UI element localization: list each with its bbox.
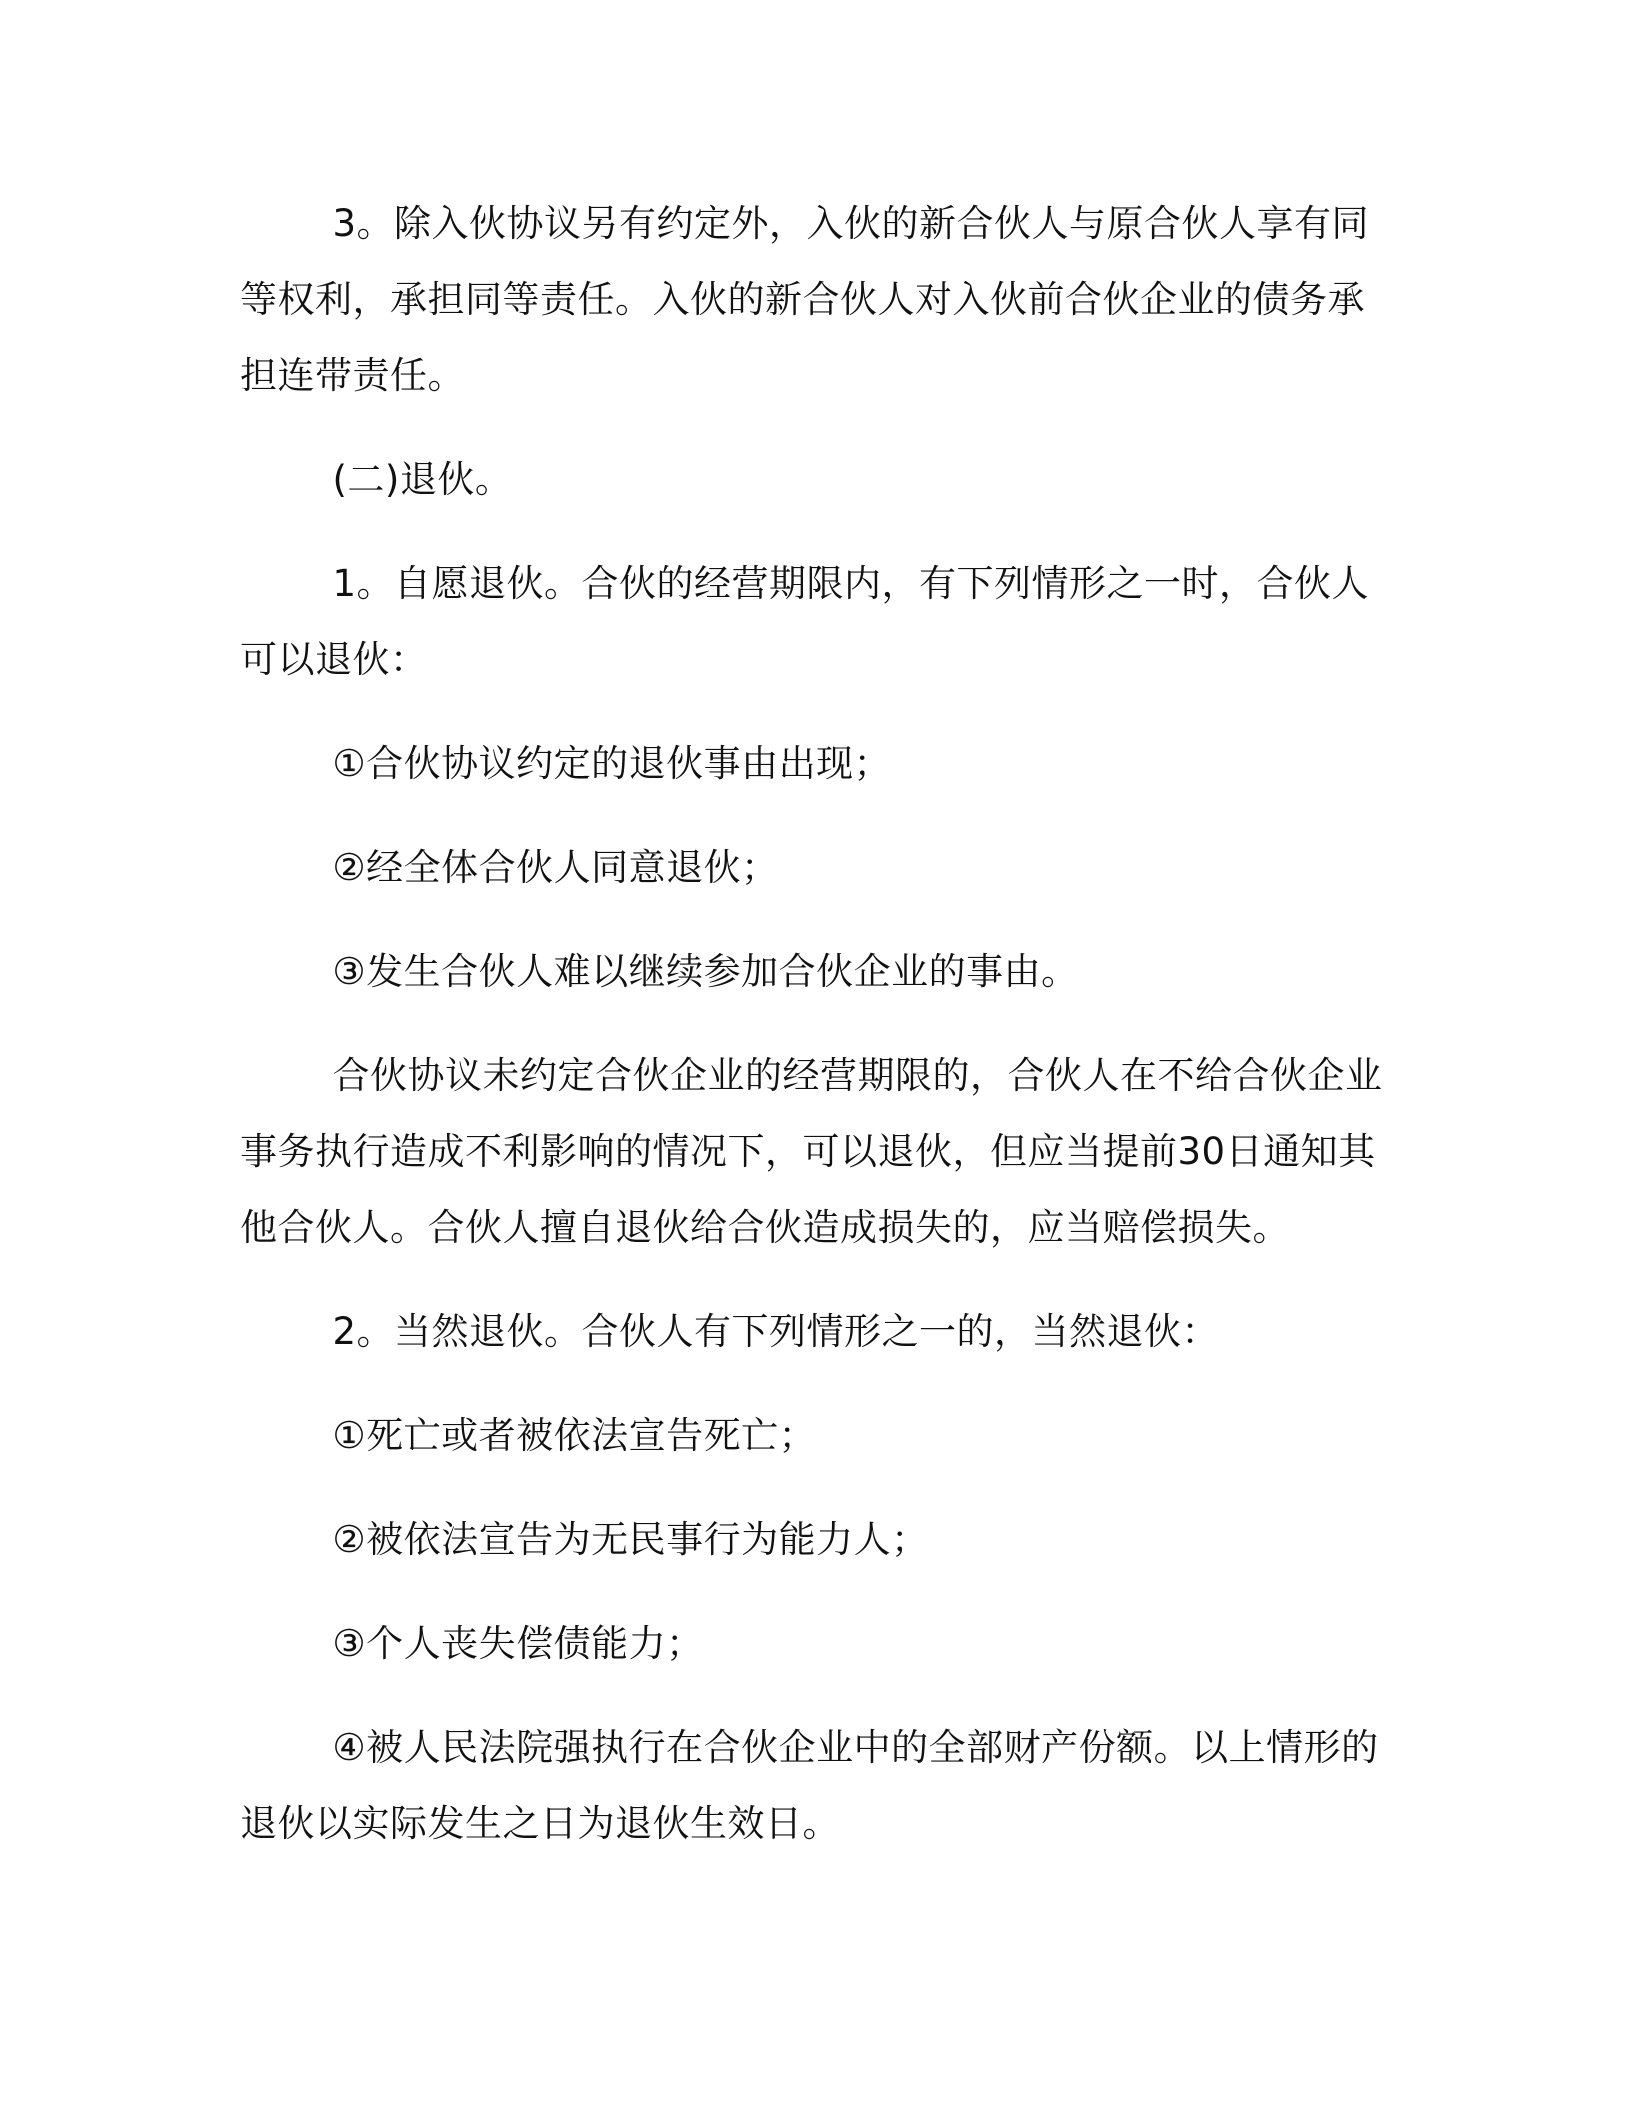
paragraph-voluntary-withdrawal: 1。自愿退伙。合伙的经营期限内，有下列情形之一时，合伙人可以退伙：: [240, 562, 1370, 681]
document-body: [240, 186, 1385, 1862]
list-item-automatic-3: ③个人丧失偿债能力；: [332, 1622, 704, 1665]
list-item-voluntary-2: ②经全体合伙人同意退伙；: [332, 846, 779, 889]
paragraph-admission-rights: 3。除入伙协议另有约定外，入伙的新合伙人与原合伙人享有同等权利，承担同等责任。入伙的新合伙人对入伙前合伙企业的债务承担连带责任。: [240, 202, 1370, 397]
list-item-automatic-4: ④被人民法院强执行在合伙企业中的全部财产份额。以上情形的退伙以实际发生之日为退伙生效日。: [240, 1726, 1379, 1845]
list-item-automatic-2: ②被依法宣告为无民事行为能力人；: [332, 1518, 929, 1561]
list-item-automatic-1: ①死亡或者被依法宣告死亡；: [332, 1414, 817, 1457]
paragraph-no-term-withdrawal: 合伙协议未约定合伙企业的经营期限的，合伙人在不给合伙企业事务执行造成不利影响的情况下，可以退伙，但应当提前30日通知其他合伙人。合伙人擅自退伙给合伙造成损失的，应当赔偿损失。: [240, 1054, 1383, 1249]
list-item-voluntary-3: ③发生合伙人难以继续参加合伙企业的事由。: [332, 950, 1079, 993]
paragraph-automatic-withdrawal: 2。当然退伙。合伙人有下列情形之一的，当然退伙：: [332, 1310, 1220, 1353]
list-item-voluntary-1: ①合伙协议约定的退伙事由出现；: [332, 742, 892, 785]
section-heading-withdrawal: (二)退伙。: [332, 458, 513, 501]
